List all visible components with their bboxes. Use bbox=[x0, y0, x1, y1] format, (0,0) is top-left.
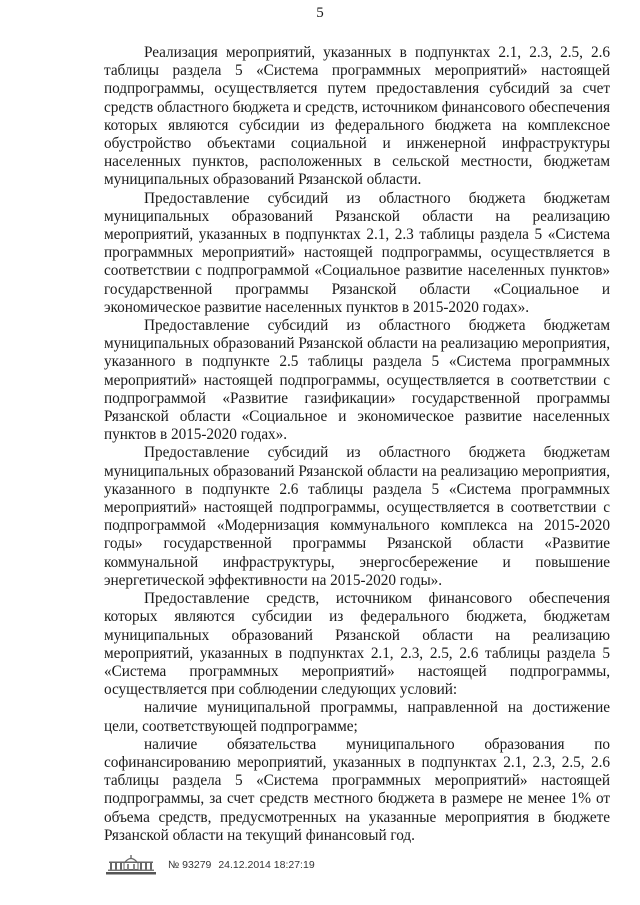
registration-stamp bbox=[168, 859, 315, 871]
government-building-emblem-icon bbox=[104, 854, 158, 876]
registration-timestamp: 24.12.2014 18:27:19 bbox=[218, 859, 315, 871]
paragraph-condition-program: наличие муниципальной программы, направленной на достижение цели, соответствующей подпрограмме; bbox=[104, 699, 610, 735]
document-body bbox=[104, 44, 610, 845]
document-footer bbox=[104, 852, 315, 878]
document-number: № 93279 bbox=[168, 859, 212, 871]
paragraph-federal-conditions: Предоставление средств, источником финансового обеспечения которых являются субсидии из федерального бюджета, бюджетам муниципальных образований Рязанской области на реализацию мероприятий, указанных в подпунктах 2.1, 2.3, 2.5, 2.6 таблицы раздела 5 «Система программных мероприятий» настоящей подпрограммы, осуществляется при соблюдении следующих условий: bbox=[104, 590, 610, 699]
paragraph-communal-modernization: Предоставление субсидий из областного бюджета бюджетам муниципальных образований Рязанской области на реализацию мероприятия, указанного в подпункте 2.6 таблицы раздела 5 «Система программных мероприятий» настоящей подпрограммы, осуществляется в соответствии с подпрограммой «Модернизация коммунального комплекса на 2015-2020 годы» государственной программы Рязанской области «Развитие коммунальной инфраструктуры, энергосбережение и повышение энергетической эффективности на 2015-2020 годы». bbox=[104, 444, 610, 589]
paragraph-implementation: Реализация мероприятий, указанных в подпунктах 2.1, 2.3, 2.5, 2.6 таблицы раздела 5 «Система программных мероприятий» настоящей подпрограммы, осуществляется путем предоставления субсидий за счет средств областного бюджета и средств, источником финансового обеспечения которых являются субсидии из федерального бюджета на комплексное обустройство объектами социальной и инженерной инфраструктуры населенных пунктов, расположенных в сельской местности, бюджетам муниципальных образований Рязанской области. bbox=[104, 44, 610, 189]
page-number: 5 bbox=[316, 5, 324, 21]
paragraph-gasification: Предоставление субсидий из областного бюджета бюджетам муниципальных образований Рязанской области на реализацию мероприятия, указанного в подпункте 2.5 таблицы раздела 5 «Система программных мероприятий» настоящей подпрограммы, осуществляется в соответствии с подпрограммой «Развитие газификации» государственной программы Рязанской области «Социальное и экономическое развитие населенных пунктов в 2015-2020 годах». bbox=[104, 317, 610, 444]
paragraph-condition-cofinancing: наличие обязательства муниципального образования по софинансированию мероприятий, указанных в подпунктах 2.1, 2.3, 2.5, 2.6 таблицы раздела 5 «Система программных мероприятий» настоящей подпрограммы, за счет средств местного бюджета в размере не менее 1% от объема средств, предусмотренных на указанные мероприятия в бюджете Рязанской области на текущий финансовый год. bbox=[104, 735, 610, 844]
paragraph-social-development: Предоставление субсидий из областного бюджета бюджетам муниципальных образований Рязанской области на реализацию мероприятий, указанных в подпунктах 2.1, 2.3 таблицы раздела 5 «Система программных мероприятий» настоящей подпрограммы, осуществляется в соответствии с подпрограммой «Социальное развитие населенных пунктов» государственной программы Рязанской области «Социальное и экономическое развитие населенных пунктов в 2015-2020 годах». bbox=[104, 189, 610, 316]
